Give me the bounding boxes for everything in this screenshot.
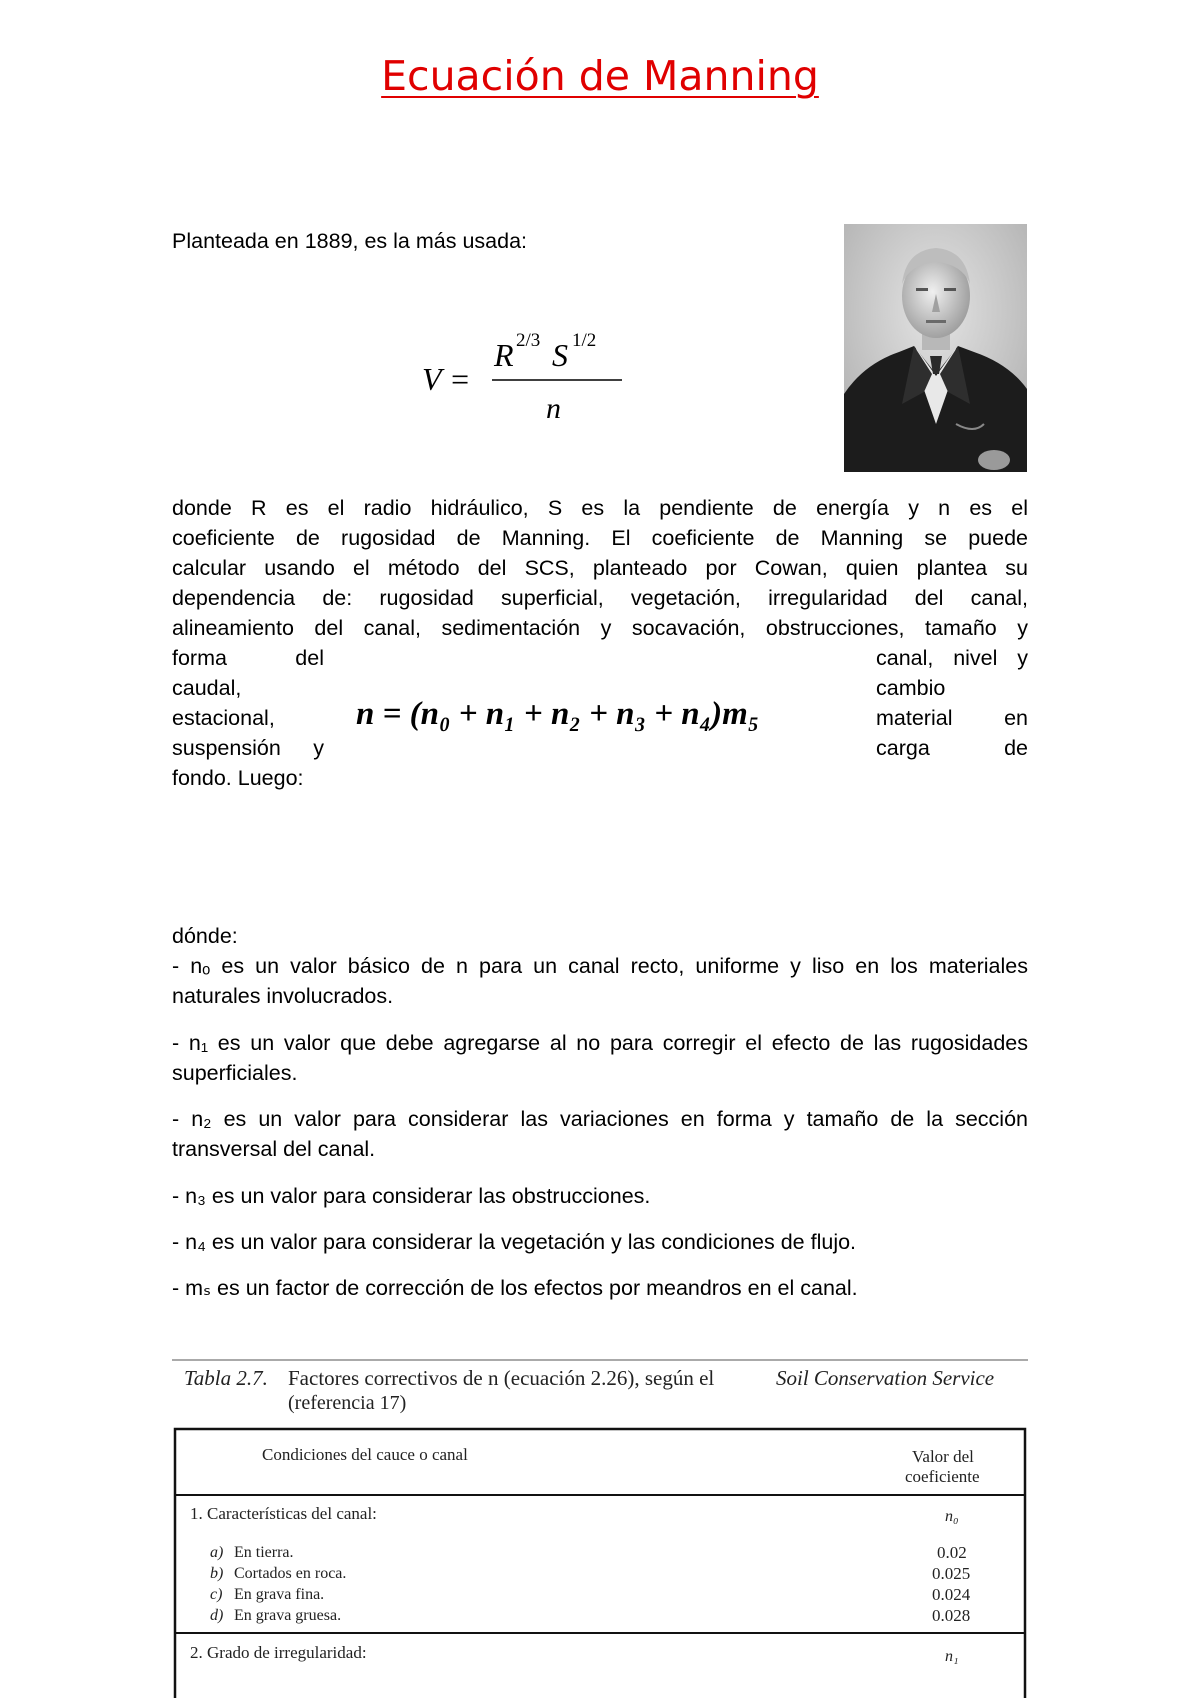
- row-label: Cortados en roca.: [234, 1565, 347, 1582]
- description-line: alineamiento del canal, sedimentación y socavación, obstrucciones, tamaño y: [172, 616, 1028, 640]
- formula-R-exponent: 2/3: [516, 330, 541, 351]
- description-line: calcular usando el método del SCS, planteado por Cowan, quien plantea su: [172, 556, 1028, 580]
- row-value: 0.02: [937, 1543, 967, 1562]
- formula-denominator: n: [546, 392, 561, 425]
- left-line: caudal,: [172, 676, 242, 700]
- definition-n1: - n₁ es un valor que debe agregarse al no para corregir el efecto de las rugosidades superficiales.: [172, 1031, 1028, 1085]
- formula-S: S: [552, 337, 568, 373]
- formula-S-exponent: 1/2: [572, 330, 597, 351]
- header-value-1: Valor del: [912, 1447, 974, 1466]
- right-line: carga de: [876, 736, 1028, 760]
- description-left-column: [172, 643, 324, 793]
- section2-title: 2. Grado de irregularidad:: [190, 1643, 367, 1662]
- row-letter: d): [210, 1607, 224, 1624]
- row-label: En grava fina.: [234, 1586, 325, 1603]
- section2-symbol: n₁: [945, 1648, 959, 1665]
- manning-velocity-formula: [422, 326, 632, 436]
- caption-text: Factores correctivos de n (ecuación 2.26), según el: [288, 1366, 715, 1390]
- section1-symbol: n₀: [945, 1508, 959, 1525]
- table-rows: [210, 1543, 971, 1625]
- right-line: cambio: [876, 676, 946, 700]
- description-line: dependencia de: rugosidad superficial, vegetación, irregularidad del canal,: [172, 586, 1028, 610]
- caption-label: Tabla 2.7.: [184, 1366, 268, 1390]
- description-paragraph: [172, 493, 1028, 643]
- intro-text: Planteada en 1889, es la más usada:: [172, 229, 528, 253]
- left-line: estacional,: [172, 706, 275, 730]
- definition-n2: - n₂ es un valor para considerar las variaciones en forma y tamaño de la sección transversal del canal.: [172, 1107, 1028, 1161]
- manning-portrait-photo: [844, 224, 1027, 472]
- definition-m5: - mₛ es un factor de corrección de los efectos por meandros en el canal.: [172, 1276, 858, 1300]
- row-letter: c): [210, 1586, 223, 1603]
- row-label: En tierra.: [234, 1544, 294, 1561]
- donde-label: dónde:: [172, 924, 238, 948]
- row-letter: b): [210, 1565, 224, 1582]
- header-conditions: Condiciones del cauce o canal: [262, 1445, 468, 1464]
- section1-title: 1. Características del canal:: [190, 1504, 377, 1523]
- right-line: canal, nivel y: [876, 646, 1028, 670]
- header-value-2: coeficiente: [905, 1467, 980, 1486]
- page-title: Ecuación de Manning: [381, 52, 819, 100]
- formula-lhs: V =: [422, 361, 471, 397]
- formula-R: R: [494, 337, 514, 373]
- description-line: coeficiente de rugosidad de Manning. El coeficiente de Manning se puede: [172, 526, 1028, 550]
- row-value: 0.025: [932, 1564, 971, 1583]
- right-line: material en: [876, 706, 1028, 730]
- description-line: donde R es el radio hidráulico, S es la pendiente de energía y n es el: [172, 496, 1028, 520]
- left-line: suspensión y: [172, 736, 324, 760]
- left-line: forma del: [172, 646, 324, 670]
- manning-n-formula: [356, 688, 846, 738]
- row-value: 0.028: [932, 1606, 971, 1625]
- formula-n-expression: n = (n₀ + n₁ + n₂ + n₃ + n₄)m₅: [356, 696, 760, 732]
- definition-n0: - nₒ es un valor básico de n para un canal recto, uniforme y liso en los materiales naturales involucrados.: [172, 954, 1028, 1008]
- scs-correction-table-scan: [172, 1357, 1028, 1698]
- description-right-column: [876, 643, 1028, 763]
- row-label: En grava gruesa.: [234, 1607, 342, 1624]
- row-letter: a): [210, 1544, 224, 1561]
- row-value: 0.024: [932, 1585, 971, 1604]
- caption-italic: Soil Conservation Service: [776, 1366, 995, 1390]
- left-line: fondo. Luego:: [172, 766, 304, 790]
- definition-n3: - n₃ es un valor para considerar las obstrucciones.: [172, 1184, 651, 1208]
- caption-line2: (referencia 17): [288, 1392, 407, 1414]
- definition-n4: - n₄ es un valor para considerar la vegetación y las condiciones de flujo.: [172, 1230, 857, 1254]
